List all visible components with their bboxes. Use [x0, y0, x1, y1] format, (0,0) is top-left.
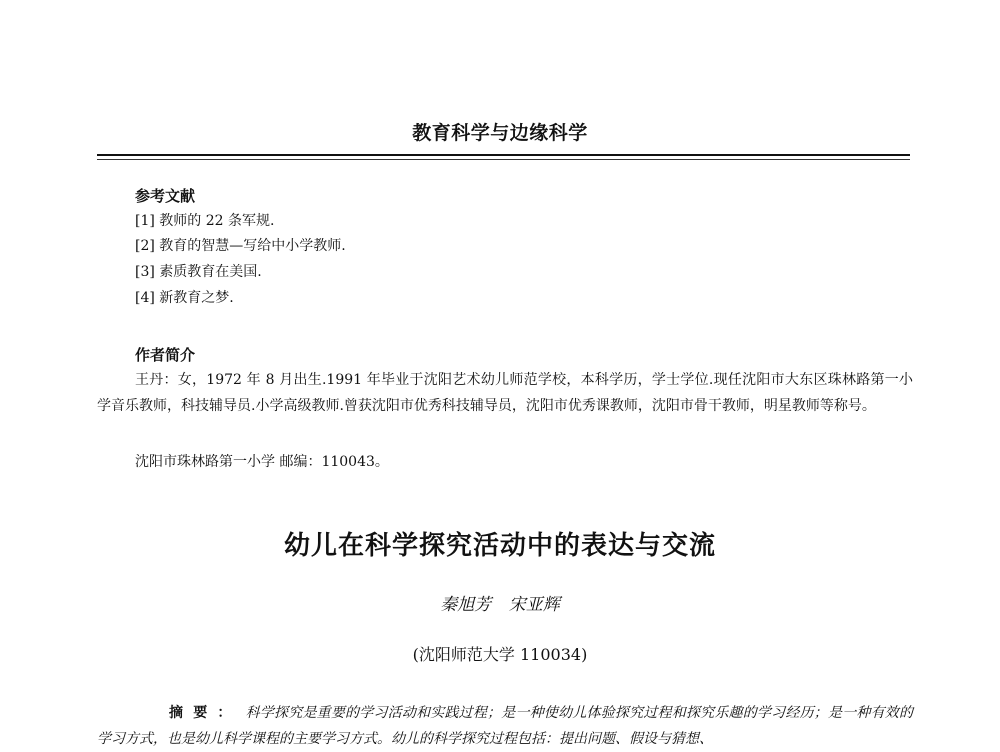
- abstract-text: 科学探究是重要的学习活动和实践过程；是一种使幼儿体验探究过程和探究乐趣的学习经历；是一种有效的学习方式，也是幼儿科学课程的主要学习方式。幼儿的科学探究过程包括：提出问题、假设与猜想、: [97, 705, 914, 747]
- article-affiliation: (沈阳师范大学 110034): [412, 645, 588, 664]
- article-title: 幼儿在科学探究活动中的表达与交流: [283, 531, 716, 561]
- running-header: 教育科学与边缘科学: [412, 122, 588, 144]
- reference-item: [3] 素质教育在美国.: [135, 264, 262, 280]
- reference-item: [4] 新教育之梦.: [135, 290, 234, 306]
- author-bio-heading: 作者简介: [135, 346, 196, 364]
- header-rule-thin: [97, 159, 910, 160]
- references-heading: 参考文献: [135, 187, 196, 205]
- header-rule-thick: [97, 154, 910, 156]
- reference-item: [2] 教育的智慧—写给中小学教师.: [135, 238, 346, 254]
- author-address: 沈阳市珠林路第一小学 邮编：110043。: [135, 454, 389, 470]
- author-bio-text: 王丹：女，1972 年 8 月出生.1991 年毕业于沈阳艺术幼儿师范学校，本科学历，学士学位.现任沈阳市大东区珠林路第一小学音乐教师，科技辅导员.小学高级教师.曾获沈阳市优秀科技辅导员，沈阳市优秀课教师，沈阳市骨干教师，明星教师等称号。: [97, 372, 913, 414]
- abstract: [97, 700, 913, 752]
- article-authors: 秦旭芳 宋亚辉: [440, 595, 560, 615]
- abstract-label: 摘要：: [169, 705, 242, 721]
- reference-item: [1] 教师的 22 条军规.: [135, 213, 275, 229]
